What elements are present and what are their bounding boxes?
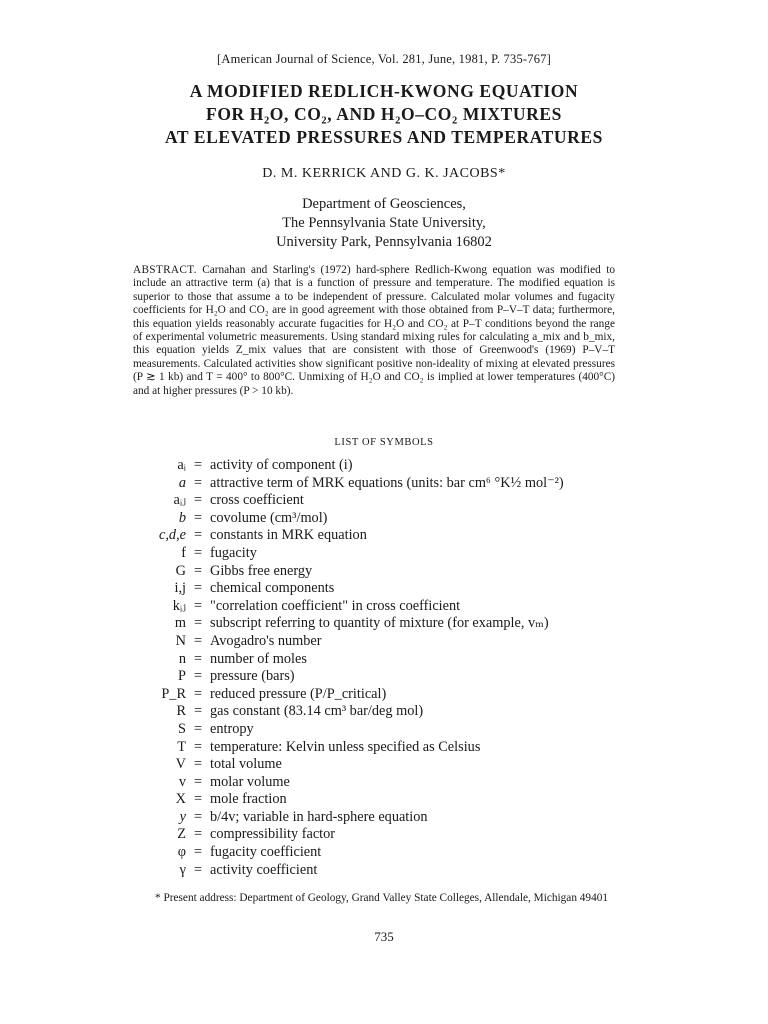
symbol-row	[130, 668, 650, 686]
symbol-definition: molar volume	[210, 773, 290, 790]
equals-sign: =	[193, 720, 203, 737]
symbol-row	[130, 809, 650, 827]
symbol: T	[177, 738, 186, 755]
equals-sign: =	[193, 844, 203, 861]
symbol: R	[176, 703, 186, 720]
symbol-row	[130, 756, 650, 774]
symbol-definition: cross coefficient	[210, 492, 304, 509]
symbol-row	[130, 721, 650, 739]
symbol: φ	[177, 844, 186, 861]
symbol: a	[178, 474, 186, 491]
symbol-row	[130, 844, 650, 862]
equals-sign: =	[193, 597, 203, 614]
symbol-definition: temperature: Kelvin unless specified as Celsius	[210, 738, 481, 755]
symbol: y	[179, 808, 186, 825]
symbol: b	[178, 509, 186, 526]
affiliation-line-2: The Pennsylvania State University,	[282, 215, 486, 231]
symbol-definition: fugacity	[210, 544, 257, 561]
equals-sign: =	[193, 492, 203, 509]
paper-title	[0, 80, 768, 149]
equals-sign: =	[193, 826, 203, 843]
symbol-row	[130, 527, 650, 545]
symbol-definition: gas constant (83.14 cm³ bar/deg mol)	[210, 703, 424, 720]
symbol: v	[178, 773, 186, 790]
symbol-row	[130, 492, 650, 510]
footnote: * Present address: Department of Geology, Grand Valley State Colleges, Allendale, Michigan 49401	[155, 892, 609, 904]
symbol: X	[175, 791, 186, 808]
abstract-label: ABSTRACT.	[133, 264, 197, 276]
equals-sign: =	[193, 474, 203, 491]
symbol: aᵢⱼ	[173, 492, 186, 509]
authors: D. M. KERRICK AND G. K. JACOBS*	[262, 166, 506, 181]
symbol-row	[130, 545, 650, 563]
symbol-definition: attractive term of MRK equations (units: bar cm⁶ °K½ mol⁻²)	[210, 474, 564, 491]
equals-sign: =	[193, 738, 203, 755]
citation-header: [American Journal of Science, Vol. 281, June, 1981, P. 735-767]	[217, 52, 551, 66]
title-line-1: A MODIFIED REDLICH-KWONG EQUATION	[189, 81, 579, 101]
page-number: 735	[374, 929, 394, 944]
symbol: m	[174, 615, 186, 632]
symbol-row	[130, 739, 650, 757]
affiliation-line-3: University Park, Pennsylvania 16802	[276, 234, 492, 250]
equals-sign: =	[193, 756, 203, 773]
symbol-definition: activity coefficient	[210, 861, 318, 878]
symbol-row	[130, 651, 650, 669]
equals-sign: =	[193, 808, 203, 825]
symbol-row	[130, 686, 650, 704]
symbol-definition: b/4v; variable in hard-sphere equation	[210, 808, 428, 825]
symbol-definition: number of moles	[210, 650, 307, 667]
equals-sign: =	[193, 615, 203, 632]
symbol: kᵢⱼ	[172, 597, 186, 614]
symbol-definition: "correlation coefficient" in cross coefficient	[210, 597, 461, 614]
symbol: i,j	[174, 580, 186, 597]
symbol-definition: reduced pressure (P/P_critical)	[210, 685, 387, 702]
abstract-text: Carnahan and Starling's (1972) hard-sphere Redlich-Kwong equation was modified to include an attractive term (a) that is a function of pressure and temperature. The modified equation is superior to those that assume a to be independent of pressure. Calculated molar volumes and fugacity coefficients for H₂O and CO₂ are in good agreement with those obtained from P–V–T data; furthermore, this equation yields reasonably accurate fugacities for H₂O and CO₂ at P–T conditions beyond the range of experimental volumetric measurements. Using standard mixing rules for calculating a_mix and b_mix, this equation yields Z_mix values that are consistent with those of Greenwood's (1969) P–V–T measurements. Calculated activities show significant positive non-ideality of mixing at elevated pressures (P ≳ 1 kb) and T = 400° to 800°C. Unmixing of H₂O and CO₂ is implied at lower temperatures (400°C) and at higher pressures (P > 10 kb).	[133, 264, 616, 397]
symbol-definition: covolume (cm³/mol)	[210, 509, 328, 526]
symbol-definition: total volume	[210, 756, 282, 773]
symbol-row	[130, 457, 650, 475]
equals-sign: =	[193, 668, 203, 685]
symbol-row	[130, 703, 650, 721]
symbol-definition: fugacity coefficient	[210, 844, 322, 861]
symbol: N	[175, 632, 186, 649]
symbol-definition: pressure (bars)	[210, 668, 295, 685]
symbol: Z	[177, 826, 186, 843]
symbol-definition: constants in MRK equation	[210, 527, 367, 544]
equals-sign: =	[193, 580, 203, 597]
symbol-row	[130, 475, 650, 493]
title-line-3: AT ELEVATED PRESSURES AND TEMPERATURES	[164, 127, 604, 147]
symbol: V	[175, 756, 186, 773]
symbol-row	[130, 633, 650, 651]
symbol-definition: activity of component (i)	[210, 457, 353, 473]
symbol-row	[130, 826, 650, 844]
symbol: P_R	[161, 685, 186, 702]
symbol-row	[130, 862, 650, 880]
symbol-row	[130, 580, 650, 598]
symbol: aᵢ	[177, 457, 186, 473]
symbol: γ	[179, 861, 186, 878]
symbol: f	[181, 544, 186, 561]
list-of-symbols-heading: LIST OF SYMBOLS	[334, 437, 434, 448]
equals-sign: =	[193, 544, 203, 561]
symbol-row	[130, 774, 650, 792]
symbol-definition: chemical components	[210, 580, 335, 597]
affiliation	[0, 195, 768, 252]
symbol-row	[130, 563, 650, 581]
symbol-definition: Avogadro's number	[210, 632, 322, 649]
symbol-definition: mole fraction	[210, 791, 287, 808]
symbol: n	[178, 650, 186, 667]
symbol-row	[130, 598, 650, 616]
equals-sign: =	[193, 861, 203, 878]
symbol-definition: subscript referring to quantity of mixture (for example, vₘ)	[210, 615, 549, 632]
symbol: P	[178, 668, 186, 685]
equals-sign: =	[193, 562, 203, 579]
symbol-definition: compressibility factor	[210, 826, 336, 843]
abstract	[133, 264, 615, 398]
equals-sign: =	[193, 457, 203, 473]
symbol: c,d,e	[159, 527, 186, 544]
equals-sign: =	[193, 632, 203, 649]
symbol-definition: entropy	[210, 720, 254, 737]
symbol-row	[130, 510, 650, 528]
symbols-list	[130, 457, 650, 879]
symbol: G	[175, 562, 186, 579]
symbol-row	[130, 615, 650, 633]
equals-sign: =	[193, 773, 203, 790]
affiliation-line-1: Department of Geosciences,	[302, 196, 466, 212]
title-line-2: FOR H₂O, CO₂, AND H₂O–CO₂ MIXTURES	[206, 104, 562, 124]
equals-sign: =	[193, 703, 203, 720]
equals-sign: =	[193, 791, 203, 808]
symbol: S	[178, 720, 186, 737]
equals-sign: =	[193, 527, 203, 544]
symbol-definition: Gibbs free energy	[210, 562, 313, 579]
equals-sign: =	[193, 685, 203, 702]
symbol-row	[130, 791, 650, 809]
equals-sign: =	[193, 650, 203, 667]
equals-sign: =	[193, 509, 203, 526]
